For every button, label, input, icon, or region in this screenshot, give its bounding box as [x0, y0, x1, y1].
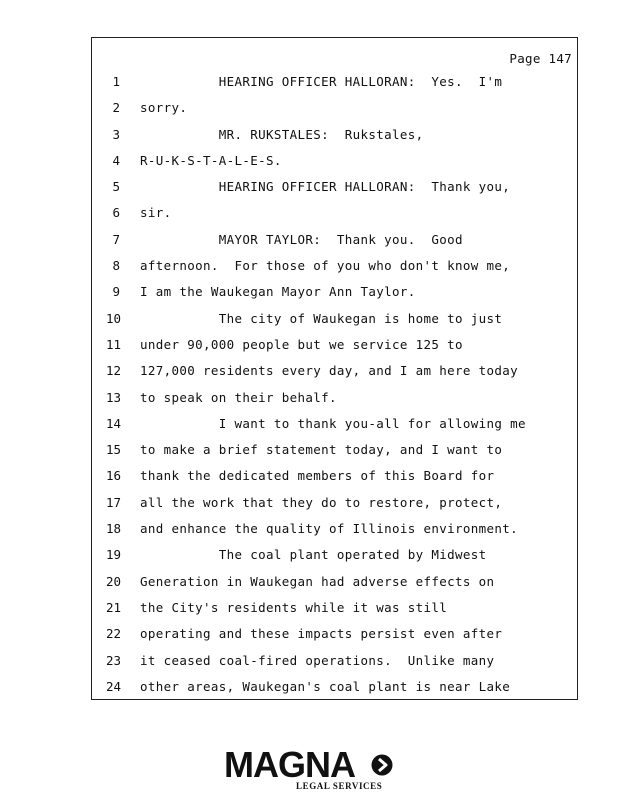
transcript-line	[92, 127, 577, 153]
line-text: Generation in Waukegan had adverse effects on	[140, 573, 495, 589]
transcript-line	[92, 74, 577, 100]
line-text: sir.	[140, 205, 172, 221]
line-number: 14	[106, 415, 122, 431]
line-text: it ceased coal-fired operations. Unlike many	[140, 652, 495, 668]
transcript-line	[92, 679, 577, 705]
line-number: 6	[112, 205, 120, 221]
line-text: HEARING OFFICER HALLORAN: Thank you,	[140, 179, 511, 195]
line-number: 19	[106, 547, 122, 563]
line-text: MR. RUKSTALES: Rukstales,	[140, 126, 424, 142]
line-number: 24	[106, 678, 122, 694]
line-number: 18	[106, 521, 122, 537]
page-number: Page 147	[509, 51, 572, 66]
line-text: 127,000 residents every day, and I am here today	[140, 363, 519, 379]
transcript-line	[92, 153, 577, 179]
line-text: MAYOR TAYLOR: Thank you. Good	[140, 231, 463, 247]
transcript-line	[92, 100, 577, 126]
line-text: operating and these impacts persist even after	[140, 626, 503, 642]
line-number: 8	[112, 258, 120, 274]
transcript-page	[91, 37, 578, 700]
transcript-line	[92, 416, 577, 442]
transcript-line	[92, 390, 577, 416]
transcript-line	[92, 653, 577, 679]
line-number: 21	[106, 599, 122, 615]
line-number: 17	[106, 494, 122, 510]
line-number: 7	[112, 231, 120, 247]
transcript-line	[92, 284, 577, 310]
line-number: 16	[106, 468, 122, 484]
line-text: The city of Waukegan is home to just	[140, 310, 503, 326]
line-text: I want to thank you-all for allowing me	[140, 415, 526, 431]
logo-subtitle: LEGAL SERVICES	[296, 781, 383, 791]
line-text: and enhance the quality of Illinois environment.	[140, 521, 519, 537]
transcript-line	[92, 311, 577, 337]
line-text: to make a brief statement today, and I want to	[140, 442, 503, 458]
line-text: I am the Waukegan Mayor Ann Taylor.	[140, 284, 416, 300]
line-number: 5	[112, 179, 120, 195]
line-number: 13	[106, 389, 122, 405]
transcript-line	[92, 600, 577, 626]
transcript-line	[92, 468, 577, 494]
line-text: HEARING OFFICER HALLORAN: Yes. I'm	[140, 74, 503, 89]
line-text: R-U-K-S-T-A-L-E-S.	[140, 152, 282, 168]
transcript-line	[92, 442, 577, 468]
line-text: to speak on their behalf.	[140, 389, 337, 405]
line-number: 11	[106, 336, 122, 352]
line-number: 9	[112, 284, 120, 300]
line-text: sorry.	[140, 100, 188, 116]
line-text: The coal plant operated by Midwest	[140, 547, 487, 563]
line-number: 23	[106, 652, 122, 668]
line-text: all the work that they do to restore, protect,	[140, 494, 503, 510]
line-text: other areas, Waukegan's coal plant is near Lake	[140, 678, 511, 694]
line-number: 10	[106, 310, 122, 326]
line-number: 3	[112, 126, 120, 142]
transcript-line	[92, 574, 577, 600]
transcript-line	[92, 205, 577, 231]
transcript-line	[92, 337, 577, 363]
transcript-line	[92, 232, 577, 258]
line-text: the City's residents while it was still	[140, 599, 448, 615]
magna-logo	[224, 745, 399, 795]
line-number: 22	[106, 626, 122, 642]
line-number: 20	[106, 573, 122, 589]
transcript-line	[92, 363, 577, 389]
line-text: thank the dedicated members of this Board for	[140, 468, 495, 484]
line-number: 15	[106, 442, 122, 458]
transcript-line	[92, 495, 577, 521]
transcript-line	[92, 258, 577, 284]
logo-wordmark: MAGNA	[224, 744, 355, 785]
transcript-line	[92, 626, 577, 652]
line-number: 4	[112, 152, 120, 168]
transcript-line	[92, 521, 577, 547]
line-number: 2	[112, 100, 120, 116]
line-text: under 90,000 people but we service 125 to	[140, 336, 463, 352]
transcript-line	[92, 179, 577, 205]
line-number: 1	[112, 74, 120, 89]
arrow-circle-icon	[371, 754, 393, 776]
transcript-line	[92, 547, 577, 573]
line-number: 12	[106, 363, 122, 379]
transcript-lines	[92, 74, 577, 705]
line-text: afternoon. For those of you who don't know me,	[140, 258, 511, 274]
